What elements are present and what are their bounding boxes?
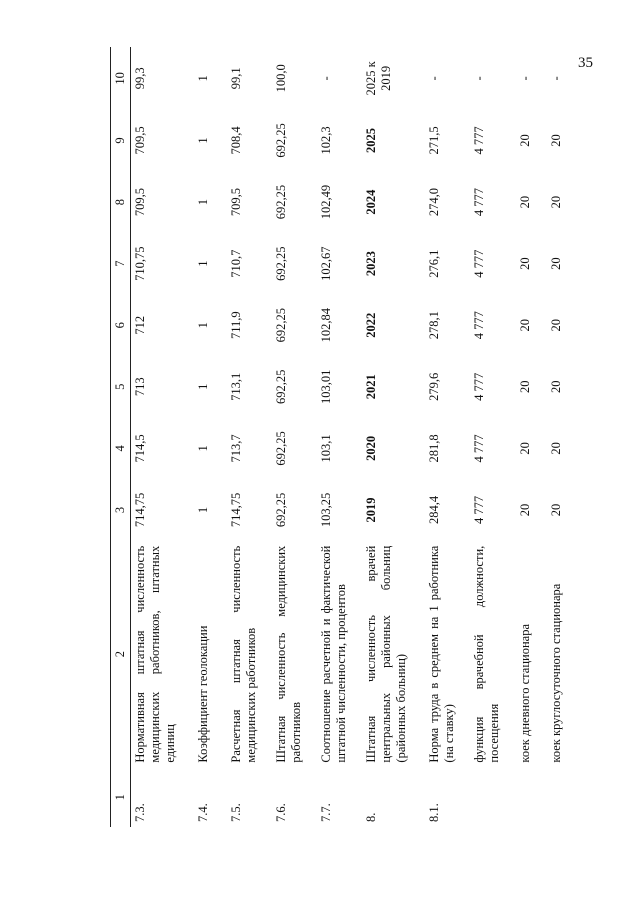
row-number: 8.1.: [426, 803, 441, 822]
row-number: [470, 768, 516, 827]
table-cell: 692,25: [273, 184, 288, 220]
row-label: Нормативная штатная численность медицинских работников, штатных единиц: [133, 545, 177, 763]
table-cell: 692,25: [273, 308, 288, 343]
table-cell: -: [318, 76, 333, 81]
table-cell: 709,5: [228, 188, 243, 217]
table-cell: 103,01: [318, 369, 333, 404]
table-cell: 274,0: [426, 188, 441, 217]
table-cell: 713,1: [228, 372, 243, 401]
table-cell: 1: [195, 75, 210, 82]
table-cell: 710,7: [228, 249, 243, 278]
table-row: [362, 47, 425, 827]
table-cell: 1: [195, 506, 210, 514]
row-number: 8.: [363, 812, 378, 822]
table-row: [317, 47, 362, 827]
table-cell: 20: [517, 442, 532, 455]
year-cell: 2021: [363, 374, 378, 400]
header-cell: 9: [111, 110, 131, 172]
row-number: 7.7.: [318, 803, 333, 822]
staffing-table: [110, 47, 578, 827]
table-cell: 284,4: [426, 495, 441, 525]
table-cell: -: [426, 76, 441, 81]
header-cell: 1: [111, 768, 131, 827]
row-label: коек круглосуточного стационара: [548, 583, 563, 763]
table-cell: 103,25: [318, 492, 333, 528]
table-cell: 4 777: [471, 495, 486, 525]
header-cell: 2: [111, 541, 131, 768]
year-cell: 2024: [363, 189, 378, 215]
table-cell: 20: [548, 442, 563, 455]
table-cell: 20: [548, 134, 563, 147]
header-cell: 3: [111, 479, 131, 541]
row-number: 7.4.: [195, 803, 210, 822]
table-row: [272, 47, 317, 827]
table-cell: 276,1: [426, 249, 441, 278]
year-cell: 2025: [363, 127, 378, 153]
row-label: коек дневного стационара: [517, 624, 532, 763]
table-cell: 20: [517, 503, 532, 517]
table-cell: 4 777: [471, 188, 486, 217]
table-cell: 20: [517, 257, 532, 270]
row-label: Коэффициент геолокации: [195, 625, 210, 763]
table-cell: 1: [195, 383, 210, 390]
table-cell: 692,25: [273, 123, 288, 158]
table-row: [425, 47, 470, 827]
table-cell: 102,3: [318, 126, 333, 155]
table-cell: 4 777: [471, 249, 486, 278]
row-label: Штатная численность врачей центральных районных больниц (районных больниц): [363, 545, 408, 763]
table-cell: 1: [195, 198, 210, 206]
header-cell: 6: [111, 294, 131, 356]
rotated-table-container: [110, 47, 563, 827]
table-cell: -: [548, 76, 563, 81]
table-row: [227, 47, 272, 827]
table-cell: 20: [517, 195, 532, 209]
table-cell: 20: [548, 257, 563, 270]
table-cell: 100,0: [273, 64, 288, 93]
row-label: Соотношение расчетной и фактической штатной численности, процентов: [318, 545, 348, 763]
table-cell: 1: [195, 445, 210, 452]
table-cell: 102,49: [318, 184, 333, 220]
table-cell: 20: [548, 195, 563, 209]
table-cell: 278,1: [426, 311, 441, 340]
table-cell: 712: [133, 315, 147, 335]
year-cell: 2025 к 2019: [363, 61, 393, 96]
table-cell: 102,84: [318, 308, 333, 343]
table-cell: 279,6: [426, 372, 441, 401]
table-row: [131, 47, 194, 827]
row-number: 7.6.: [273, 803, 288, 822]
table-cell: 692,25: [273, 492, 288, 528]
header-cell: 5: [111, 356, 131, 418]
table-cell: 281,8: [426, 434, 441, 463]
row-label: функция врачебной должности, посещения: [471, 545, 501, 763]
table-cell: 692,25: [273, 431, 288, 466]
table-cell: 710,75: [133, 246, 147, 281]
table-cell: 713: [133, 377, 147, 397]
row-number: 7.5.: [228, 803, 243, 822]
table-cell: 20: [548, 380, 563, 394]
table-cell: 99,3: [133, 67, 147, 90]
table-cell: 1: [195, 137, 210, 144]
table-cell: 708,4: [228, 126, 243, 155]
header-row: [111, 47, 131, 827]
year-cell: 2023: [363, 251, 378, 277]
header-cell: 10: [111, 47, 131, 110]
table-cell: 4 777: [471, 372, 486, 401]
row-label: Штатная численность медицинских работников: [273, 545, 303, 763]
row-label: Расчетная штатная численность медицинских работников: [228, 545, 258, 763]
row-number: [547, 768, 578, 827]
table-cell: 713,7: [228, 434, 243, 463]
table-row: [194, 47, 227, 827]
table-cell: 20: [517, 380, 532, 394]
year-cell: 2022: [363, 312, 378, 338]
table-cell: 20: [517, 134, 532, 147]
table-cell: 271,5: [426, 126, 441, 155]
header-cell: 7: [111, 233, 131, 295]
header-cell: 8: [111, 171, 131, 233]
table-row: [547, 47, 578, 827]
table-cell: 709,5: [133, 188, 147, 217]
year-cell: 2019: [363, 497, 378, 523]
table-cell: 711,9: [228, 311, 243, 340]
table-cell: 692,25: [273, 246, 288, 281]
table-row: [516, 47, 547, 827]
table-cell: 20: [548, 503, 563, 517]
table-cell: 1: [195, 260, 210, 267]
table-cell: 4 777: [471, 434, 486, 463]
table-cell: 4 777: [471, 126, 486, 155]
table-cell: 4 777: [471, 311, 486, 340]
table-cell: 709,5: [133, 126, 147, 155]
row-label: Норма труда в среднем на 1 работника (на ставку): [426, 545, 456, 763]
table-cell: 714,5: [133, 434, 147, 463]
page-number: 35: [578, 55, 593, 71]
table-cell: 692,25: [273, 369, 288, 404]
table-cell: 20: [548, 318, 563, 332]
year-cell: 2020: [363, 435, 378, 461]
table-cell: 102,67: [318, 246, 333, 281]
table-cell: 20: [517, 318, 532, 332]
row-number: [516, 768, 547, 827]
table-cell: 714,75: [133, 492, 147, 528]
row-number: 7.3.: [133, 803, 147, 822]
table-cell: 99,1: [228, 67, 243, 90]
table-cell: -: [471, 76, 486, 81]
table-cell: 1: [195, 322, 210, 329]
table-cell: 714,75: [228, 492, 243, 528]
table-cell: 103,1: [318, 434, 333, 463]
table-row: [470, 47, 516, 827]
header-cell: 4: [111, 418, 131, 480]
table-cell: -: [517, 76, 532, 81]
